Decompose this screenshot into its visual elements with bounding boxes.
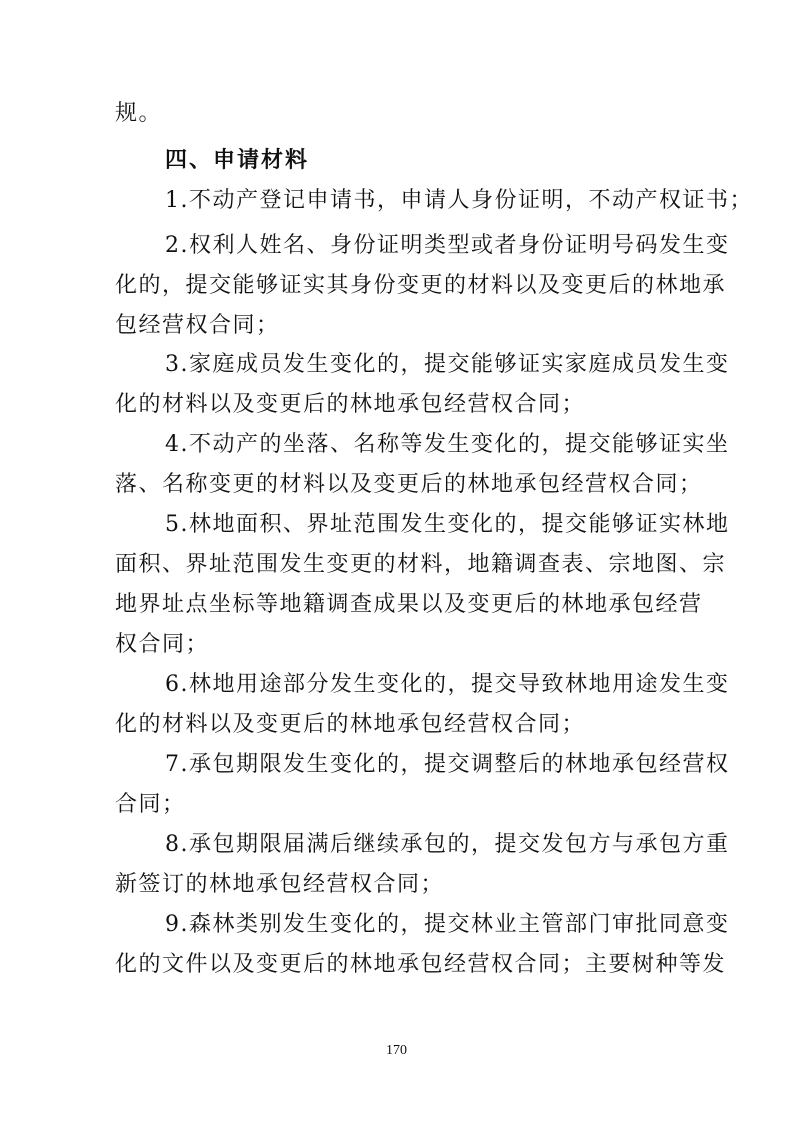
paragraph-line: 2.权利人姓名、身份证明类型或者身份证明号码发生变 <box>165 233 730 258</box>
paragraph-line: 化的文件以及变更后的林地承包经营权合同；主要树种等发 <box>115 952 727 977</box>
paragraph-line: 包经营权合同； <box>115 313 280 338</box>
paragraph-line: 3.家庭成员发生变化的，提交能够证实家庭成员发生变 <box>165 352 730 377</box>
paragraph-line: 权合同； <box>115 632 210 657</box>
paragraph-line: 7.承包期限发生变化的，提交调整后的林地承包经营权 <box>165 752 730 777</box>
paragraph-line: 5.林地面积、界址范围发生变化的，提交能够证实林地 <box>165 512 730 537</box>
paragraph-line: 合同； <box>115 792 186 817</box>
paragraph-line: 4.不动产的坐落、名称等发生变化的，提交能够证实坐 <box>165 432 730 457</box>
paragraph-line: 化的材料以及变更后的林地承包经营权合同； <box>115 392 586 417</box>
paragraph-line: 落、名称变更的材料以及变更后的林地承包经营权合同； <box>115 472 703 497</box>
paragraph-line: 面积、界址范围发生变更的材料，地籍调查表、宗地图、宗 <box>115 552 727 577</box>
paragraph-line: 地界址点坐标等地籍调查成果以及变更后的林地承包经营 <box>115 592 703 617</box>
paragraph-line: 化的，提交能够证实其身份变更的材料以及变更后的林地承 <box>115 273 727 298</box>
paragraph-line: 规。 <box>115 101 163 126</box>
paragraph-line: 1.不动产登记申请书，申请人身份证明，不动产权证书； <box>165 188 753 213</box>
paragraph-line: 化的材料以及变更后的林地承包经营权合同； <box>115 712 586 737</box>
paragraph-line: 新签订的林地承包经营权合同； <box>115 872 445 897</box>
paragraph-line: 8.承包期限届满后继续承包的，提交发包方与承包方重 <box>165 832 730 857</box>
section-heading: 四、申请材料 <box>165 148 310 173</box>
page-number: 170 <box>386 1043 407 1058</box>
paragraph-line: 6.林地用途部分发生变化的，提交导致林地用途发生变 <box>165 672 730 697</box>
paragraph-line: 9.森林类别发生变化的，提交林业主管部门审批同意变 <box>165 912 730 937</box>
